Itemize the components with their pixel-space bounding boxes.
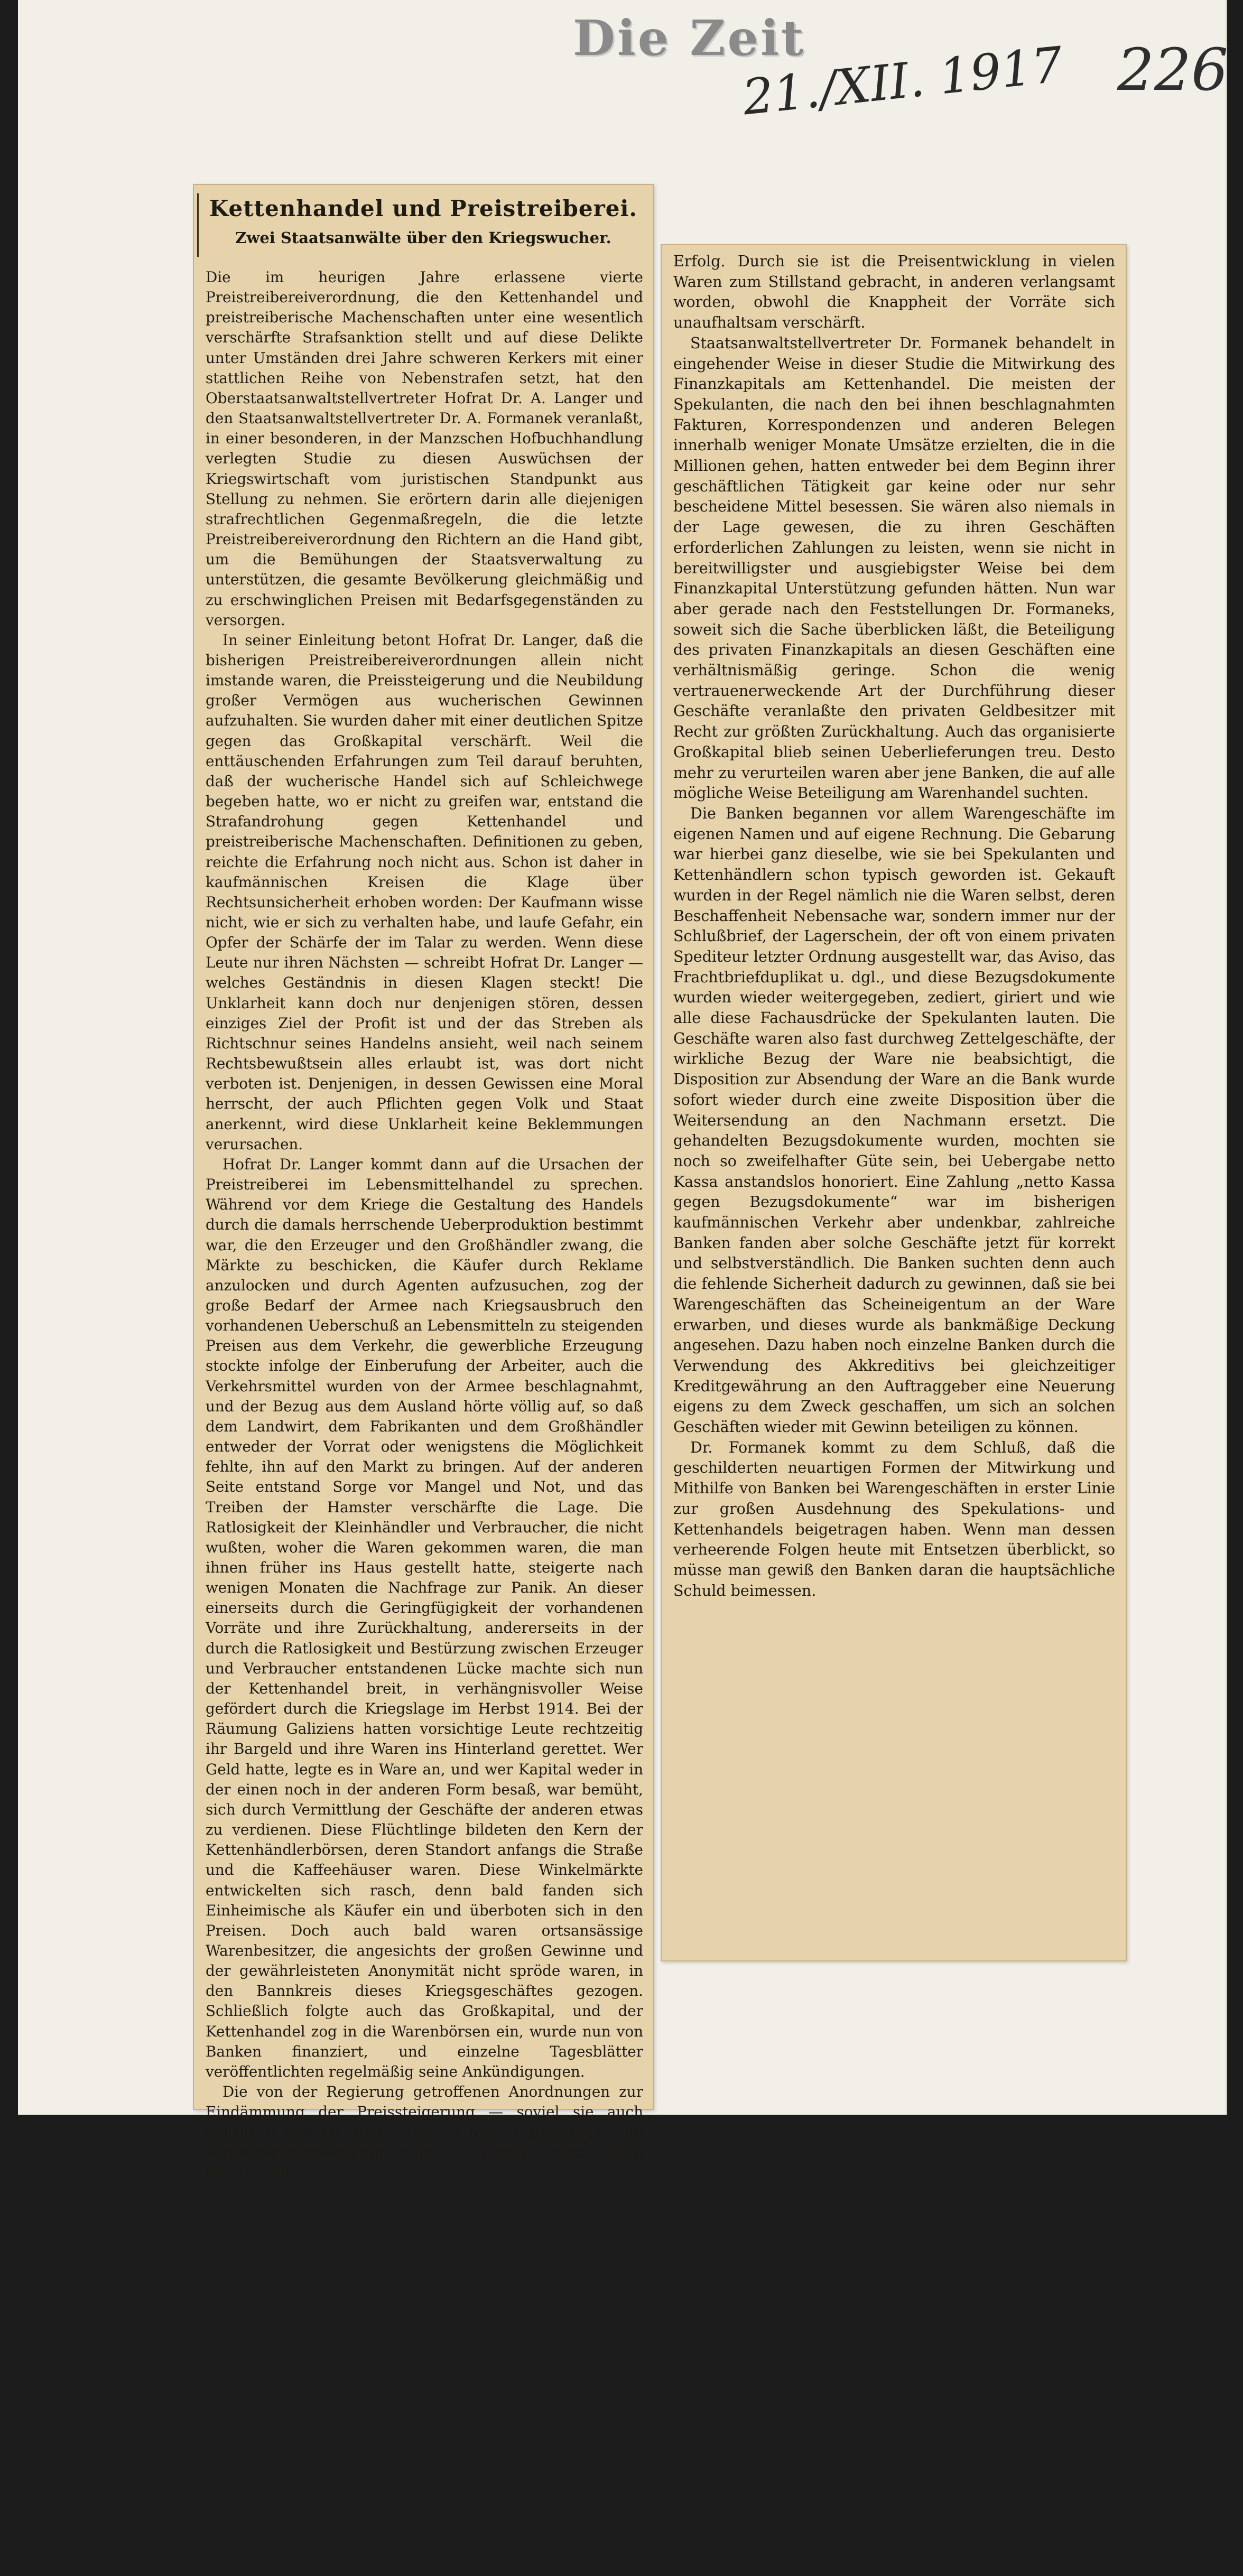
article-title: Kettenhandel und Preistreiberei. [209,196,638,221]
article-paragraph: In seiner Einleitung betont Hofrat Dr. Langer, daß die bisherigen Preistreibereiverordnungen allein nicht imstande waren, die Preissteigerung und die Neubildung großer Vermögen aus wucherischen Gewinnen aufzuhalten. Sie wurden daher mit einer deutlichen Spitze gegen das Großkapital verschärft. Weil die enttäuschenden Erfahrungen zum Teil darauf beruhten, daß der wucherische Handel sich auf Schleichwege begeben hatte, wo er nicht zu greifen war, entstand die Strafandrohung gegen Kettenhandel und preistreiberische Machenschaften. Definitionen zu geben, reichte die Erfahrung noch nicht aus. Schon ist daher in kaufmännischen Kreisen die Klage über Rechtsunsicherheit erhoben worden: Der Kaufmann wisse nicht, wie er sich zu verhalten habe, und laufe Gefahr, ein Opfer der Schärfe der im Talar zu werden. Wenn diese Leute nur ihren Nächsten — schreibt Hofrat Dr. Langer — welches Geständnis in diesen Klagen steckt! Die Unklarheit kann doch nur denjenigen stören, dessen einziges Ziel der Profit ist und der das Streben als Richtschnur seines Handelns ansieht, weil nach seinem Rechtsbewußtsein alles erlaubt ist, was dort nicht verboten ist. Denjenigen, in dessen Gewissen eine Moral herrscht, der auch Pflichten gegen Volk und Staat anerkennt, wird diese Unklarheit keine Beklemmungen verursachen. [206,631,643,1153]
article-paragraph: Die von der Regierung getroffenen Anordnungen zur Eindämmung der Preissteigerung — soviel sie auch bekrittelt werden, und wenn sie auch ergänzungs- und verbesserungsbedürftig sind — hatten doch einen merklichen [206,2083,643,2181]
clipping-right-column [661,244,1127,1961]
article-paragraph: Die Banken begannen vor allem Warengeschäfte im eigenen Namen und auf eigene Rechnung. Die Gebarung war hierbei ganz dieselbe, wie sie bei Spekulanten und Kettenhändlern schon typisch geworden ist. Gekauft wurden in der Regel nämlich nie die Waren selbst, deren Beschaffenheit Nebensache war, sondern immer nur der Schlußbrief, der Lagerschein, der oft von einem privaten Spediteur letzter Ordnung ausgestellt war, das Aviso, das Frachtbriefduplikat u. dgl., und diese Bezugsdokumente wurden wieder weitergegeben, zediert, giriert und wie alle diese Fachausdrücke der Spekulanten lauten. Die Geschäfte waren also fast durchweg Zettelgeschäfte, der wirkliche Bezug der Ware nie beabsichtigt, die Disposition zur Absendung der Ware an die Bank wurde sofort wieder durch eine zweite Disposition über die Weitersendung an den Nachmann ersetzt. Die gehandelten Bezugsdokumente wurden, mochten sie noch so zweifelhafter Güte sein, bei Uebergabe netto Kassa anstandslos honoriert. Eine Zahlung „netto Kassa gegen Bezugsdokumente“ war im bisherigen kaufmännischen Verkehr aber undenkbar, zahlreiche Banken fanden aber solche Geschäfte jetzt für korrekt und selbstverständlich. Die Banken suchten denn auch die fehlende Sicherheit dadurch zu gewinnen, daß sie bei Warengeschäften das Scheineigentum an der Ware erwarben, und dieses wurde als bankmäßige Deckung angesehen. Dazu haben noch einzelne Banken durch die Verwendung des Akkreditivs bei gleichzeitiger Kreditgewährung an den Auftraggeber eine Neuerung eigens zu dem Zweck geschaffen, um sich an solchen Geschäften wieder mit Gewinn beteiligen zu können. [673,804,1115,1436]
handwritten-archive-number: 226 [1117,36,1228,104]
article-paragraph: Die im heurigen Jahre erlassene vierte Preistreibereiverordnung, die den Kettenhandel und preistreiberische Machenschaften unter eine wesentlich verschärfte Strafsanktion stellt und auf diese Delikte unter Umständen drei Jahre schweren Kerkers mit einer stattlichen Reihe von Nebenstrafen setzt, hat den Oberstaatsanwaltstellvertreter Hofrat Dr. A. Langer und den Staatsanwaltstellvertreter Dr. A. Formanek veranlaßt, in einer besonderen, in der Manzschen Hofbuchhandlung verlegten Studie zu diesen Auswüchsen der Kriegswirtschaft vom juristischen Standpunkt aus Stellung zu nehmen. Sie erörtern darin alle diejenigen strafrechtlichen Gegenmaßregeln, die die letzte Preistreibereiverordnung den Richtern an die Hand gibt, um die Bemühungen der Staatsverwaltung zu unterstützen, die gesamte Bevölkerung gleichmäßig und zu erschwinglichen Preisen mit Bedarfsgegenständen zu versorgen. [206,268,643,629]
article-body-left [206,267,643,2181]
article-body-right [673,252,1115,1955]
article-paragraph: Dr. Formanek kommt zu dem Schluß, daß die geschilderten neuartigen Formen der Mitwirkung und Mithilfe von Banken bei Warengeschäften in erster Linie zur großen Ausdehnung des Spekulations- und Kettenhandels beigetragen haben. Wenn man dessen verheerende Folgen heute mit Entsetzen überblickt, so müsse man gewiß den Banken daran die hauptsächliche Schuld beimessen. [673,1438,1115,1599]
article-paragraph: Erfolg. Durch sie ist die Preisentwicklung in vielen Waren zum Stillstand gebracht, in anderen verlangsamt worden, obwohl die Knappheit der Vorräte sich unaufhaltsam verschärft. [673,253,1115,332]
article-paragraph: Hofrat Dr. Langer kommt dann auf die Ursachen der Preistreiberei im Lebensmittelhandel zu sprechen. Während vor dem Kriege die Gestaltung des Handels durch die damals herrschende Ueberproduktion bestimmt war, die den Erzeuger und den Großhändler zwang, die Märkte zu beschicken, die Käufer durch Reklame anzulocken und durch Agenten aufzusuchen, zog der große Bedarf der Armee nach Kriegsausbruch den vorhandenen Ueberschuß an Lebensmitteln zu steigenden Preisen aus dem Verkehr, die gewerbliche Erzeugung stockte infolge der Einberufung der Arbeiter, auch die Verkehrsmittel wurden von der Armee beschlagnahmt, und der Bezug aus dem Ausland hörte völlig auf, so daß dem Landwirt, dem Fabrikanten und dem Großhändler entweder der Vorrat oder wenigstens die Möglichkeit fehlte, ihn auf den Markt zu bringen. Auf der anderen Seite entstand Sorge vor Mangel und Not, und das Treiben der Hamster verschärfte die Lage. Die Ratlosigkeit der Kleinhändler und Verbraucher, die nicht wußten, woher die Waren gekommen waren, die man ihnen früher ins Haus gestellt hatte, steigerte nach wenigen Monaten die Nachfrage zur Panik. An dieser einerseits durch die Geringfügigkeit der vorhandenen Vorräte und ihre Zurückhaltung, andererseits in der durch die Ratlosigkeit und Bestürzung zwischen Erzeuger und Verbraucher entstandenen Lücke machte sich nun der Kettenhandel breit, in verhängnisvoller Weise gefördert durch die Kriegslage im Herbst 1914. Bei der Räumung Galiziens hatten vorsichtige Leute rechtzeitig ihr Bargeld und ihre Waren ins Hinterland gerettet. Wer Geld hatte, legte es in Ware an, und wer Kapital weder in der einen noch in der anderen Form besaß, war bemüht, sich durch Vermittlung der Geschäfte der anderen etwas zu verdienen. Diese Flüchtlinge bildeten den Kern der Kettenhändlerbörsen, deren Standort anfangs die Straße und die Kaffeehäuser waren. Diese Winkelmärkte entwickelten sich rasch, denn bald fanden sich Einheimische als Käufer ein und überboten sich in den Preisen. Doch auch bald waren ortsansässige Warenbesitzer, die angesichts der großen Gewinne und der gewährleisteten Anonymität nicht spröde waren, in den Bannkreis dieses Kriegsgeschäftes gezogen. Schließlich folgte auch das Großkapital, und der Kettenhandel zog in die Warenbörsen ein, wurde nun von Banken finanziert, und einzelne Tagesblätter veröffentlichten regelmäßig seine Ankündigungen. [206,1155,643,2080]
article-subtitle: Zwei Staatsanwälte über den Kriegswucher. [235,229,611,247]
article-paragraph: Staatsanwaltstellvertreter Dr. Formanek behandelt in eingehender Weise in dieser Studie die Mitwirkung des Finanzkapitals am Kettenhandel. Die meisten der Spekulanten, die nach den bei ihnen beschlagnahmten Fakturen, Korrespondenzen und anderen Belegen innerhalb weniger Monate Umsätze erzielten, die in die Millionen gehen, hatten entweder bei dem Beginn ihrer geschäftlichen Tätigkeit gar keine oder nur sehr bescheidene Mittel besessen. Sie wären also niemals in der Lage gewesen, die zu ihren Geschäften erforderlichen Zahlungen zu leisten, wenn sie nicht in bereitwilligster und ausgiebigster Weise bei dem Finanzkapital Unterstützung gefunden hätten. Nun war aber gerade nach den Feststellungen Dr. Formaneks, soweit sich die Sache überblicken läßt, die Beteiligung des privaten Finanzkapitals an diesen Geschäften eine verhältnismäßig geringe. Schon die wenig vertrauenerweckende Art der Durchführung dieser Geschäfte veranlaßte den privaten Geldbesitzer mit Recht zur größten Zurückhaltung. Auch das organisierte Großkapital blieb seinen Ueberlieferungen treu. Desto mehr zu verurteilen waren aber jene Banken, die auf alle mögliche Weise Beteiligung am Warenhandel suchten. [673,334,1115,802]
margin-mark [197,193,199,257]
newspaper-stamp: Die Zeit [573,10,806,67]
handwritten-date: 21./XII. 1917 [740,36,1066,126]
clipping-left-column [193,184,654,2181]
